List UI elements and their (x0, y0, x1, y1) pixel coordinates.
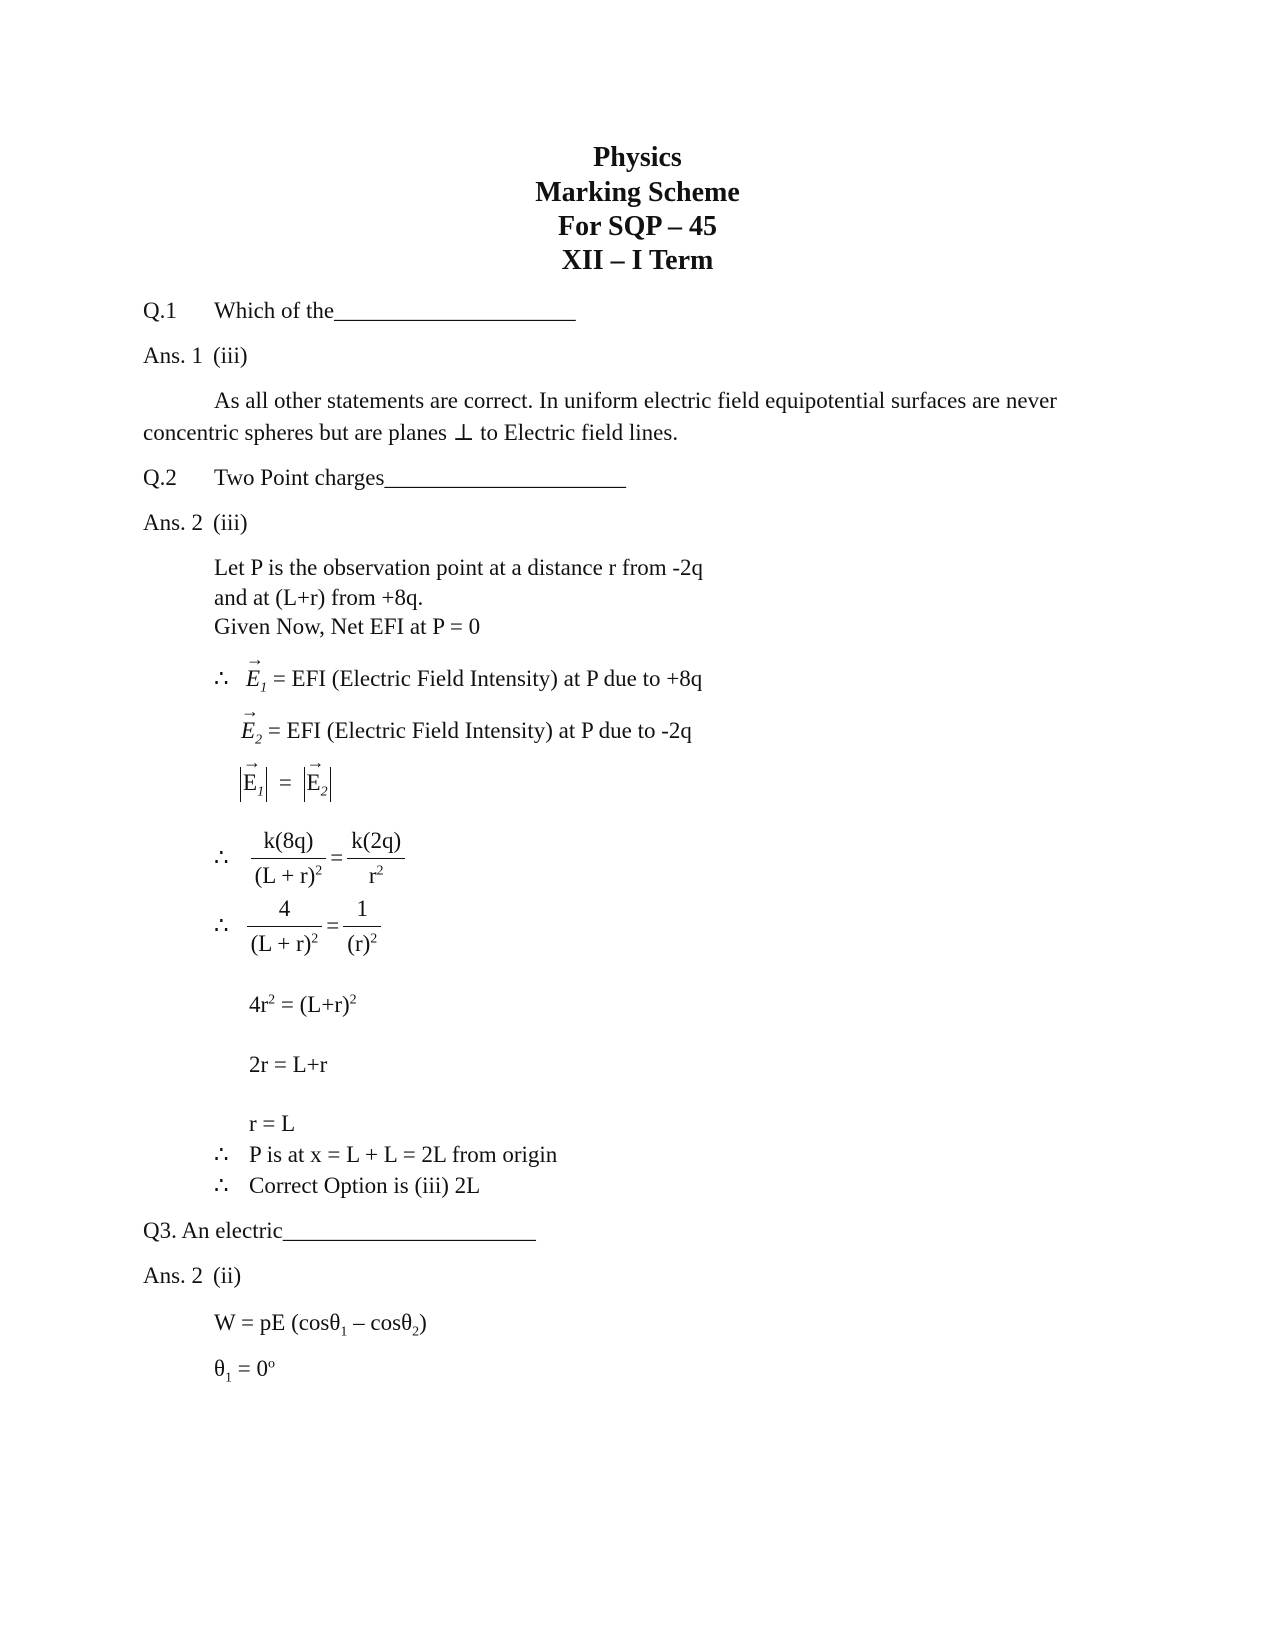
q2-fraction-equation-1: ∴ $\frac{k(8q)}{(L + r)^2}$ = $\frac{k(2q)}{r^2}$ (214, 826, 405, 891)
title-sqp-number: For SQP – 45 (558, 211, 717, 242)
vector-arrow-icon: → (241, 701, 259, 721)
fraction-1: $\frac{1}{(r)^2}$ (343, 894, 381, 959)
q2-conclusion-therefore-2: ∴ (214, 1173, 229, 1198)
fraction-k8q: $\frac{k(8q)}{(L + r)^2}$ (251, 826, 327, 891)
fraction-4: $\frac{4}{(L + r)^2}$ (247, 894, 323, 959)
q1-explanation-line1: As all other statements are correct. In uniform electric field equipotential surfaces are never (214, 388, 1057, 413)
q1-explanation-line2: concentric spheres but are planes ⊥ to Electric field lines. (143, 420, 679, 445)
e1-vector-symbol: → $E_1$ (246, 649, 268, 696)
vector-arrow-icon: → (246, 649, 264, 669)
q2-conclusion-position: P is at x = L + L = 2L from origin (249, 1142, 558, 1167)
q1-label: Q.1 (143, 298, 177, 323)
q2-therefore-symbol: ∴ (214, 666, 229, 691)
e2-description: = EFI (Electric Field Intensity) at P due to -2q (267, 718, 692, 743)
e2-magnitude: → $E_2$ (304, 767, 331, 802)
q2-fraction-equation-2: ∴ $\frac{4}{(L + r)^2}$ = $\frac{1}{(r)^2}$ (214, 894, 381, 959)
q2-solution-line1: Let P is the observation point at a distance r from -2q (214, 555, 704, 580)
q3-text: Q3. An electric______________________ (143, 1218, 536, 1243)
q2-text: Two Point charges_____________________ (214, 465, 626, 490)
vector-arrow-icon: → (306, 752, 325, 772)
q3-answer-label: Ans. 2 (143, 1263, 204, 1288)
q3-theta-equation: $\theta_1 = 0^o$ (214, 1356, 276, 1386)
q2-answer-option: (iii) (213, 510, 248, 535)
q1-answer-label: Ans. 1 (143, 343, 204, 368)
title-marking-scheme: Marking Scheme (535, 177, 740, 208)
q1-text: Which of the_____________________ (214, 298, 576, 323)
q2-step-result: r = L (249, 1111, 296, 1136)
q2-solution-line3: Given Now, Net EFI at P = 0 (214, 614, 481, 639)
q2-label: Q.2 (143, 465, 177, 490)
q2-solution-line2: and at (L+r) from +8q. (214, 585, 424, 610)
q2-e1-definition (246, 649, 703, 698)
fraction-k2q: $\frac{k(2q)}{r^2}$ (347, 826, 405, 891)
title-subject: Physics (593, 142, 682, 173)
title-term: XII – I Term (561, 245, 714, 276)
q2-step-root: 2r = L+r (249, 1052, 328, 1077)
e1-description: = EFI (Electric Field Intensity) at P due to +8q (272, 666, 703, 691)
q1-answer-option: (iii) (213, 343, 248, 368)
q2-conclusion-therefore-1: ∴ (214, 1142, 229, 1167)
q2-magnitude-equation: → $E_1$ = → $E_2$ (240, 767, 331, 802)
q2-answer-label: Ans. 2 (143, 510, 204, 535)
q2-e2-definition (241, 701, 692, 750)
vector-arrow-icon: → (243, 752, 261, 772)
q3-work-equation: W = pE (cosθ$_1$ – cosθ$_2$) (214, 1310, 427, 1340)
q2-step-squared: $4r^2 = (L+r)^2$ (249, 992, 357, 1017)
e2-vector-symbol: → $E_2$ (241, 701, 263, 748)
q2-conclusion-option: Correct Option is (iii) 2L (249, 1173, 481, 1198)
q3-answer-option: (ii) (213, 1263, 242, 1288)
e1-magnitude: → $E_1$ (240, 767, 267, 802)
